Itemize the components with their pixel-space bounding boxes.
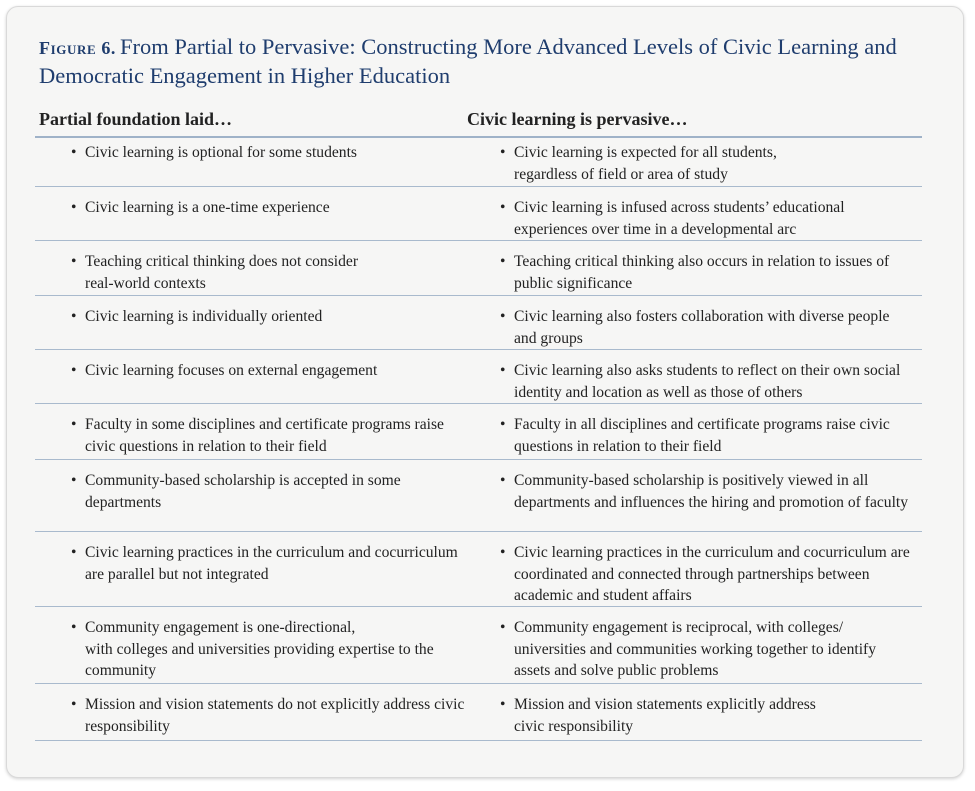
- figure-card: [6, 6, 964, 778]
- figure-title: [39, 33, 939, 89]
- bullet-icon: •: [71, 696, 77, 713]
- figure-title-text: From Partial to Pervasive: Constructing More Advanced Levels of Civic Learning and Democratic Engagement in Higher Education: [39, 34, 897, 88]
- table-row: [35, 607, 922, 684]
- bullet-icon: •: [71, 416, 77, 433]
- bullet-icon: •: [500, 362, 506, 379]
- bullet-icon: •: [71, 253, 77, 270]
- bullet-icon: •: [500, 308, 506, 325]
- bullet-icon: •: [500, 416, 506, 433]
- bullet-icon: •: [71, 308, 77, 325]
- bullet-icon: •: [71, 544, 77, 561]
- bullet-icon: •: [500, 199, 506, 216]
- pervasive-cell: Civic learning also fosters collaboration with diverse people and groups: [514, 308, 890, 347]
- bullet-icon: •: [71, 199, 77, 216]
- partial-foundation-cell: Civic learning practices in the curriculum and cocurriculum are parallel but not integrated: [85, 544, 458, 583]
- bullet-icon: •: [500, 144, 506, 161]
- bullet-icon: •: [500, 253, 506, 270]
- partial-foundation-cell: Civic learning is individually oriented: [85, 308, 323, 325]
- left-column-header: Partial foundation laid…: [39, 109, 233, 129]
- partial-foundation-cell: Mission and vision statements do not explicitly address civic responsibility: [85, 696, 465, 735]
- table-row: [35, 532, 922, 607]
- bullet-icon: •: [71, 362, 77, 379]
- pervasive-cell: Teaching critical thinking also occurs in relation to issues of public significance: [514, 253, 890, 292]
- partial-foundation-cell: Teaching critical thinking does not consider real-world contexts: [85, 253, 359, 292]
- partial-foundation-cell: Community-based scholarship is accepted in some departments: [85, 472, 401, 511]
- figure-label: Figure 6.: [39, 38, 117, 58]
- bullet-icon: •: [500, 472, 506, 489]
- pervasive-cell: Mission and vision statements explicitly address civic responsibility: [514, 696, 816, 735]
- table-row: [35, 460, 922, 532]
- pervasive-cell: Civic learning is expected for all students, regardless of field or area of study: [514, 144, 777, 183]
- pervasive-cell: Civic learning is infused across students’ educational experiences over time in a developmental arc: [514, 199, 845, 238]
- pervasive-cell: Civic learning also asks students to reflect on their own social identity and location as well as those of others: [514, 362, 901, 401]
- bullet-icon: •: [71, 472, 77, 489]
- pervasive-cell: Faculty in all disciplines and certificate programs raise civic questions in relation to their field: [514, 416, 890, 455]
- table-row: [35, 132, 922, 187]
- table-row: [35, 404, 922, 460]
- partial-foundation-cell: Faculty in some disciplines and certificate programs raise civic questions in relation to their field: [85, 416, 444, 455]
- partial-foundation-cell: Civic learning focuses on external engagement: [85, 362, 378, 379]
- table-row: [35, 296, 922, 350]
- table-row: [35, 350, 922, 404]
- bullet-icon: •: [500, 696, 506, 713]
- pervasive-cell: Community engagement is reciprocal, with colleges/ universities and communities working together to identify assets and solve public problems: [514, 619, 877, 679]
- table-row: [35, 241, 922, 296]
- table-row: [35, 187, 922, 241]
- bullet-icon: •: [500, 619, 506, 636]
- partial-foundation-cell: Civic learning is optional for some students: [85, 144, 357, 161]
- partial-foundation-cell: Community engagement is one-directional, with colleges and universities providing expertise to the community: [85, 619, 434, 679]
- right-column-header: Civic learning is pervasive…: [467, 109, 688, 129]
- bullet-icon: •: [71, 619, 77, 636]
- pervasive-cell: Community-based scholarship is positively viewed in all departments and influences the hiring and promotion of faculty: [514, 472, 909, 511]
- partial-foundation-cell: Civic learning is a one-time experience: [85, 199, 330, 216]
- table-row: [35, 684, 922, 741]
- bullet-icon: •: [500, 544, 506, 561]
- pervasive-cell: Civic learning practices in the curriculum and cocurriculum are coordinated and connected through partnerships between academic and student affairs: [514, 544, 910, 604]
- bullet-icon: •: [71, 144, 77, 161]
